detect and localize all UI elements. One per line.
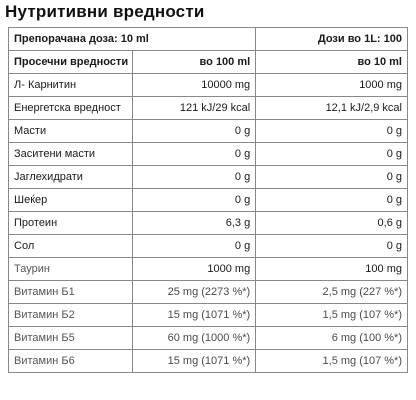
row-value-per100: 0 g [132, 235, 256, 258]
row-label: Л- Карнитин [9, 74, 133, 97]
row-value-per10: 1,5 mg (107 %*) [256, 304, 408, 327]
prepared-dose: Препорачана доза: 10 ml [9, 28, 256, 51]
row-value-per10: 0 g [256, 235, 408, 258]
dose-row [9, 28, 408, 51]
row-value-per100: 25 mg (2273 %*) [132, 281, 256, 304]
row-value-per100: 0 g [132, 143, 256, 166]
row-value-per10: 0 g [256, 166, 408, 189]
header-per-10ml: во 10 ml [256, 51, 408, 74]
row-label: Таурин [9, 258, 133, 281]
doses-per-liter: Дози во 1L: 100 [256, 28, 408, 51]
table-row-vitamin-b1 [9, 281, 408, 304]
row-label: Витамин Б1 [9, 281, 133, 304]
row-value-per10: 12,1 kJ/2,9 kcal [256, 97, 408, 120]
table-header-row [9, 51, 408, 74]
row-value-per100: 15 mg (1071 %*) [132, 350, 256, 373]
row-value-per10: 2,5 mg (227 %*) [256, 281, 408, 304]
table-row-taurine [9, 258, 408, 281]
row-label: Витамин Б5 [9, 327, 133, 350]
row-value-per10: 1,5 mg (107 %*) [256, 350, 408, 373]
row-value-per100: 10000 mg [132, 74, 256, 97]
row-label: Јаглехидрати [9, 166, 133, 189]
table-row-vitamin-b5 [9, 327, 408, 350]
table-row-saturated-fat [9, 143, 408, 166]
row-value-per100: 60 mg (1000 %*) [132, 327, 256, 350]
row-value-per10: 0,6 g [256, 212, 408, 235]
row-value-per100: 15 mg (1071 %*) [132, 304, 256, 327]
row-value-per10: 1000 mg [256, 74, 408, 97]
row-value-per100: 6,3 g [132, 212, 256, 235]
row-value-per10: 0 g [256, 120, 408, 143]
row-label: Заситени масти [9, 143, 133, 166]
table-row-fat [9, 120, 408, 143]
row-value-per10: 6 mg (100 %*) [256, 327, 408, 350]
row-value-per100: 121 kJ/29 kcal [132, 97, 256, 120]
nutrition-table [8, 27, 408, 373]
row-label: Енергетска вредност [9, 97, 133, 120]
row-value-per100: 1000 mg [132, 258, 256, 281]
row-label: Масти [9, 120, 133, 143]
row-label: Сол [9, 235, 133, 258]
row-value-per10: 0 g [256, 189, 408, 212]
table-row-vitamin-b6 [9, 350, 408, 373]
row-label: Витамин Б6 [9, 350, 133, 373]
table-row-salt [9, 235, 408, 258]
header-average-values: Просечни вредности [9, 51, 133, 74]
table-row-carbohydrates [9, 166, 408, 189]
table-row-protein [9, 212, 408, 235]
table-row-vitamin-b2 [9, 304, 408, 327]
row-label: Протеин [9, 212, 133, 235]
page-title: Нутритивни вредности [5, 2, 205, 21]
row-value-per100: 0 g [132, 120, 256, 143]
row-label: Шеќер [9, 189, 133, 212]
row-label: Витамин Б2 [9, 304, 133, 327]
row-value-per100: 0 g [132, 189, 256, 212]
row-value-per10: 0 g [256, 143, 408, 166]
table-row-energy [9, 97, 408, 120]
row-value-per100: 0 g [132, 166, 256, 189]
table-row-sugar [9, 189, 408, 212]
table-row-l-carnitine [9, 74, 408, 97]
header-per-100ml: во 100 ml [132, 51, 256, 74]
row-value-per10: 100 mg [256, 258, 408, 281]
